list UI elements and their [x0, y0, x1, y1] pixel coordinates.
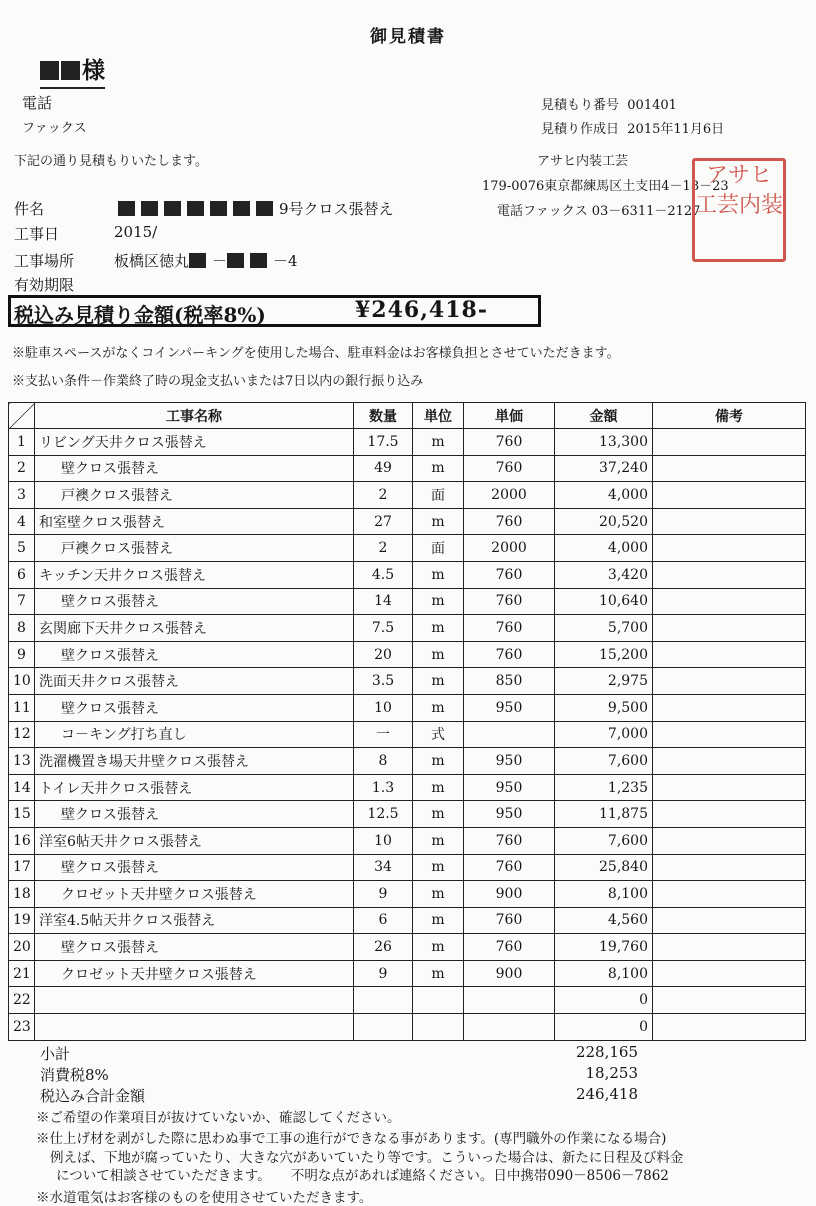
- table-row: [9, 801, 806, 828]
- item-unit: m: [413, 801, 464, 828]
- item-qty: 10: [354, 827, 413, 854]
- item-unit: [413, 1014, 464, 1041]
- item-price: 760: [464, 588, 555, 615]
- estimate-number: 見積もり番号 001401: [541, 98, 677, 113]
- tax-value: 18,253: [585, 1064, 638, 1082]
- item-unit: 式: [413, 721, 464, 748]
- item-name: 壁クロス張替え: [35, 934, 354, 961]
- item-price: 950: [464, 774, 555, 801]
- item-unit: 面: [413, 535, 464, 562]
- condition-note: ※駐車スペースがなくコインパーキングを使用した場合、駐車料金はお客様負担とさせていただきます。: [12, 346, 620, 361]
- item-qty: 20: [354, 641, 413, 668]
- row-number: 6: [9, 561, 35, 588]
- row-number: 9: [9, 641, 35, 668]
- item-remarks: [653, 455, 806, 482]
- item-remarks: [653, 694, 806, 721]
- item-amount: 3,420: [555, 561, 653, 588]
- item-price: 850: [464, 668, 555, 695]
- table-row: [9, 827, 806, 854]
- subject-label: 件名: [14, 200, 45, 218]
- table-row: [9, 907, 806, 934]
- item-remarks: [653, 508, 806, 535]
- item-unit: m: [413, 588, 464, 615]
- item-amount: 13,300: [555, 429, 653, 456]
- table-row: [9, 694, 806, 721]
- item-name: 壁クロス張替え: [35, 641, 354, 668]
- item-qty: 17.5: [354, 429, 413, 456]
- item-remarks: [653, 748, 806, 775]
- row-number: 2: [9, 455, 35, 482]
- item-qty: 2: [354, 482, 413, 509]
- item-name: 壁クロス張替え: [35, 694, 354, 721]
- tax-label: 消費税8%: [40, 1066, 109, 1084]
- item-unit: m: [413, 774, 464, 801]
- row-number: 10: [9, 668, 35, 695]
- item-remarks: [653, 801, 806, 828]
- total-value: ¥246,418-: [355, 297, 488, 323]
- item-name: 洗濯機置き場天井壁クロス張替え: [35, 748, 354, 775]
- redacted-block: [40, 61, 59, 80]
- table-row: [9, 934, 806, 961]
- item-remarks: [653, 482, 806, 509]
- footer-note: ※仕上げ材を剥がした際に思わぬ事で工事の進行ができなる事があります。(専門職外の作業になる場合): [36, 1131, 667, 1147]
- row-number: 7: [9, 588, 35, 615]
- row-number: 21: [9, 960, 35, 987]
- item-remarks: [653, 881, 806, 908]
- item-remarks: [653, 1014, 806, 1041]
- item-amount: 1,235: [555, 774, 653, 801]
- item-name: 洋室6帖天井クロス張替え: [35, 827, 354, 854]
- item-amount: 8,100: [555, 881, 653, 908]
- item-price: 760: [464, 907, 555, 934]
- item-name: 玄関廊下天井クロス張替え: [35, 615, 354, 642]
- row-number: 8: [9, 615, 35, 642]
- row-number: 18: [9, 881, 35, 908]
- row-number: 12: [9, 721, 35, 748]
- item-amount: 7,600: [555, 827, 653, 854]
- header-price: 単価: [464, 403, 555, 429]
- item-price: 760: [464, 508, 555, 535]
- item-name: 和室壁クロス張替え: [35, 508, 354, 535]
- item-unit: m: [413, 907, 464, 934]
- table-row: [9, 482, 806, 509]
- item-qty: 1.3: [354, 774, 413, 801]
- item-amount: 20,520: [555, 508, 653, 535]
- table-row: [9, 960, 806, 987]
- item-price: 2000: [464, 482, 555, 509]
- item-remarks: [653, 907, 806, 934]
- item-price: 760: [464, 827, 555, 854]
- item-price: 950: [464, 748, 555, 775]
- item-qty: 9: [354, 960, 413, 987]
- item-amount: 4,560: [555, 907, 653, 934]
- item-name: クロゼット天井壁クロス張替え: [35, 960, 354, 987]
- item-remarks: [653, 429, 806, 456]
- table-row: [9, 615, 806, 642]
- diagonal-header-cell: [9, 403, 35, 429]
- intro-text: 下記の通り見積もりいたします。: [14, 154, 208, 169]
- item-unit: m: [413, 881, 464, 908]
- item-qty: 27: [354, 508, 413, 535]
- table-row: [9, 535, 806, 562]
- header-remarks: 備考: [653, 403, 806, 429]
- item-remarks: [653, 827, 806, 854]
- row-number: 13: [9, 748, 35, 775]
- footer-note: について相談させていただきます。 不明な点があれば連絡ください。日中携帯090－8506－7862: [56, 1168, 669, 1184]
- item-price: 760: [464, 641, 555, 668]
- footer-note: ※水道電気はお客様のものを使用させていただきます。: [36, 1190, 373, 1206]
- item-qty: 9: [354, 881, 413, 908]
- table-row: [9, 455, 806, 482]
- item-price: 950: [464, 801, 555, 828]
- subject-value: 9号クロス張替え: [118, 198, 394, 219]
- item-remarks: [653, 668, 806, 695]
- item-price: 900: [464, 881, 555, 908]
- item-amount: 8,100: [555, 960, 653, 987]
- item-amount: 4,000: [555, 482, 653, 509]
- row-number: 22: [9, 987, 35, 1014]
- item-remarks: [653, 854, 806, 881]
- row-number: 15: [9, 801, 35, 828]
- item-amount: 37,240: [555, 455, 653, 482]
- row-number: 16: [9, 827, 35, 854]
- item-qty: 14: [354, 588, 413, 615]
- work-date-value: 2015/: [114, 223, 158, 241]
- item-remarks: [653, 774, 806, 801]
- item-price: 900: [464, 960, 555, 987]
- item-price: [464, 721, 555, 748]
- item-unit: m: [413, 615, 464, 642]
- item-qty: 12.5: [354, 801, 413, 828]
- item-qty: 一: [354, 721, 413, 748]
- estimate-table: [8, 402, 806, 1041]
- item-remarks: [653, 615, 806, 642]
- item-remarks: [653, 987, 806, 1014]
- table-row: [9, 429, 806, 456]
- condition-note: ※支払い条件－作業終了時の現金支払いまたは7日以内の銀行振り込み: [12, 374, 424, 389]
- table-row: [9, 641, 806, 668]
- item-unit: [413, 987, 464, 1014]
- footer-note: 例えば、下地が腐っていたり、大きな穴があいていたり等です。こういった場合は、新たに日程及び料金: [50, 1150, 684, 1166]
- item-qty: 26: [354, 934, 413, 961]
- footer-note: ※ご希望の作業項目が抜けていないか、確認してください。: [36, 1110, 401, 1126]
- item-unit: m: [413, 748, 464, 775]
- company-phone: 電話ファックス 03－6311－2127: [497, 204, 701, 219]
- item-remarks: [653, 721, 806, 748]
- table-row: [9, 748, 806, 775]
- item-name: 戸襖クロス張替え: [35, 482, 354, 509]
- item-unit: m: [413, 429, 464, 456]
- item-amount: 5,700: [555, 615, 653, 642]
- table-row: [9, 561, 806, 588]
- redacted-block: [61, 61, 80, 80]
- item-amount: 11,875: [555, 801, 653, 828]
- item-unit: m: [413, 508, 464, 535]
- row-number: 20: [9, 934, 35, 961]
- item-price: 2000: [464, 535, 555, 562]
- item-unit: m: [413, 641, 464, 668]
- row-number: 14: [9, 774, 35, 801]
- item-price: 760: [464, 429, 555, 456]
- item-qty: [354, 1014, 413, 1041]
- item-name: 壁クロス張替え: [35, 588, 354, 615]
- item-price: [464, 1014, 555, 1041]
- item-qty: 10: [354, 694, 413, 721]
- item-unit: 面: [413, 482, 464, 509]
- item-qty: 4.5: [354, 561, 413, 588]
- table-row: [9, 668, 806, 695]
- item-qty: 34: [354, 854, 413, 881]
- table-row: [9, 508, 806, 535]
- row-number: 4: [9, 508, 35, 535]
- item-amount: 0: [555, 1014, 653, 1041]
- grand-total-value: 246,418: [575, 1085, 638, 1103]
- item-unit: m: [413, 455, 464, 482]
- item-amount: 19,760: [555, 934, 653, 961]
- customer-name: 様: [40, 52, 105, 89]
- company-address: 179-0076東京都練馬区土支田4－18－23: [482, 179, 729, 194]
- item-price: 760: [464, 854, 555, 881]
- item-name: 洗面天井クロス張替え: [35, 668, 354, 695]
- row-number: 19: [9, 907, 35, 934]
- item-amount: 7,600: [555, 748, 653, 775]
- subtotal-value: 228,165: [575, 1043, 638, 1061]
- item-unit: m: [413, 561, 464, 588]
- item-unit: m: [413, 827, 464, 854]
- item-remarks: [653, 641, 806, 668]
- table-row: [9, 774, 806, 801]
- document-title: 御見積書: [370, 27, 446, 47]
- work-place-label: 工事場所: [14, 252, 75, 270]
- item-name: 壁クロス張替え: [35, 455, 354, 482]
- item-unit: m: [413, 854, 464, 881]
- item-remarks: [653, 561, 806, 588]
- table-row: [9, 881, 806, 908]
- item-name: 壁クロス張替え: [35, 854, 354, 881]
- item-unit: m: [413, 668, 464, 695]
- header-unit: 単位: [413, 403, 464, 429]
- item-name: キッチン天井クロス張替え: [35, 561, 354, 588]
- header-qty: 数量: [354, 403, 413, 429]
- item-price: 950: [464, 694, 555, 721]
- fax-label: ファックス: [22, 121, 87, 136]
- item-qty: 7.5: [354, 615, 413, 642]
- company-name: アサヒ内装工芸: [537, 154, 629, 169]
- row-number: 3: [9, 482, 35, 509]
- table-row: [9, 854, 806, 881]
- item-amount: 4,000: [555, 535, 653, 562]
- item-amount: 10,640: [555, 588, 653, 615]
- item-unit: m: [413, 934, 464, 961]
- row-number: 1: [9, 429, 35, 456]
- item-price: 760: [464, 615, 555, 642]
- item-price: [464, 987, 555, 1014]
- row-number: 11: [9, 694, 35, 721]
- item-qty: 8: [354, 748, 413, 775]
- item-unit: m: [413, 960, 464, 987]
- item-remarks: [653, 588, 806, 615]
- item-price: 760: [464, 934, 555, 961]
- item-name: 洋室4.5帖天井クロス張替え: [35, 907, 354, 934]
- item-amount: 7,000: [555, 721, 653, 748]
- item-name: 戸襖クロス張替え: [35, 535, 354, 562]
- total-label: 税込み見積り金額(税率8%): [14, 303, 266, 327]
- row-number: 5: [9, 535, 35, 562]
- item-name: [35, 1014, 354, 1041]
- grand-total-label: 税込み合計金額: [40, 1087, 146, 1105]
- item-amount: 0: [555, 987, 653, 1014]
- table-row: [9, 721, 806, 748]
- item-name: 壁クロス張替え: [35, 801, 354, 828]
- item-remarks: [653, 535, 806, 562]
- estimate-date: 見積り作成日 2015年11月6日: [541, 122, 725, 137]
- header-name: 工事名称: [35, 403, 354, 429]
- item-qty: 3.5: [354, 668, 413, 695]
- item-qty: 6: [354, 907, 413, 934]
- item-name: リビング天井クロス張替え: [35, 429, 354, 456]
- table-row: [9, 987, 806, 1014]
- item-amount: 9,500: [555, 694, 653, 721]
- item-amount: 15,200: [555, 641, 653, 668]
- item-qty: [354, 987, 413, 1014]
- item-name: コ－キング打ち直し: [35, 721, 354, 748]
- item-amount: 2,975: [555, 668, 653, 695]
- table-row: [9, 588, 806, 615]
- item-remarks: [653, 934, 806, 961]
- item-name: クロゼット天井壁クロス張替え: [35, 881, 354, 908]
- item-qty: 2: [354, 535, 413, 562]
- header-amount: 金額: [555, 403, 653, 429]
- row-number: 17: [9, 854, 35, 881]
- work-date-label: 工事日: [14, 225, 60, 243]
- phone-label: 電話: [22, 94, 53, 112]
- subtotal-label: 小計: [40, 1045, 71, 1063]
- validity-label: 有効期限: [14, 276, 75, 294]
- item-price: 760: [464, 561, 555, 588]
- item-amount: 25,840: [555, 854, 653, 881]
- company-seal-stamp: アサヒ 工芸内装: [692, 158, 786, 262]
- item-qty: 49: [354, 455, 413, 482]
- work-place-value: 板橋区徳丸 － －4: [114, 252, 298, 270]
- table-header-row: [9, 403, 806, 429]
- item-name: [35, 987, 354, 1014]
- item-name: トイレ天井クロス張替え: [35, 774, 354, 801]
- item-unit: m: [413, 694, 464, 721]
- item-remarks: [653, 960, 806, 987]
- table-row: [9, 1014, 806, 1041]
- item-price: 760: [464, 455, 555, 482]
- row-number: 23: [9, 1014, 35, 1041]
